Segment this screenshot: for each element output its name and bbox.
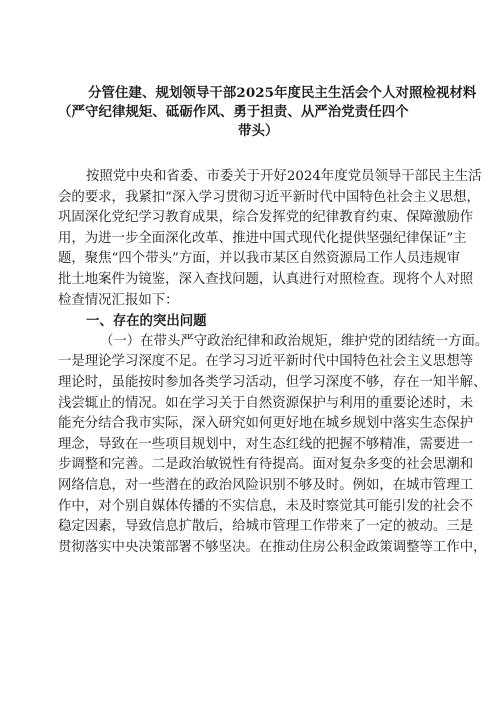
title-line-3: 带头） <box>238 123 279 139</box>
section-line: 网络信息，对一些潜在的政治风险识别不够及时。例如，在城市管理工 <box>58 477 474 493</box>
intro-line: 用，为进一步全面深化改革、推进中国式现代化提供坚强纪律保证”主 <box>58 230 467 246</box>
section-line: 浅尝辄止的情况。如在学习关于自然资源保护与利用的重要论述时，未 <box>58 395 474 411</box>
section-line: 稳定因素，导致信息扩散后，给城市管理工作带来了一定的被动。三是 <box>58 519 474 535</box>
intro-line: 按照党中央和省委、市委关于开好2024年度党员领导干部民主生活 <box>86 169 482 184</box>
section-line: 贯彻落实中央决策部署不够坚决。在推动住房公积金政策调整等工作中， <box>58 539 487 555</box>
section-heading: 一、存在的突出问题 <box>86 313 207 330</box>
section-line: 理论时，虽能按时参加各类学习活动，但学习深度不够，存在一知半解、 <box>58 374 487 390</box>
section-paragraph <box>58 332 489 559</box>
intro-paragraph <box>58 167 482 311</box>
title-line-2: （严守纪律规矩、砥砺作风、勇于担责、从严治党责任四个 <box>58 104 409 120</box>
intro-line: 巩固深化党纪学习教育成果，综合发挥党的纪律教育约束、保障激励作 <box>58 210 474 226</box>
intro-line: 检查情况汇报如下： <box>58 292 179 308</box>
section-line: （一）在带头严守政治纪律和政治规矩，维护党的团结统一方面。 <box>100 333 489 349</box>
intro-line: 批土地案件为镜鉴，深入查找问题，认真进行对照检查。现将个人对照 <box>58 271 474 287</box>
section-line: 一是理论学习深度不足。在学习习近平新时代中国特色社会主义思想等 <box>58 354 474 370</box>
section-line: 步调整和完善。二是政治敏锐性有待提高。面对复杂多变的社会思潮和 <box>58 457 474 473</box>
section-line: 能充分结合我市实际，深入研究如何更好地在城乡规划中落实生态保护 <box>58 416 474 432</box>
title-spacer <box>58 141 450 167</box>
intro-line: 会的要求，我紧扣“深入学习贯彻习近平新时代中国特色社会主义思想， <box>58 189 480 205</box>
section-line: 作中，对个别自媒体传播的不实信息，未及时察觉其可能引发的社会不 <box>58 498 474 514</box>
title-line-1: 分管住建、规划领导干部2025年度民主生活会个人对照检视材料 <box>88 85 477 101</box>
document-title <box>58 84 477 141</box>
intro-line: 题，聚焦“四个带头”方面，并以我市某区自然资源局工作人员违规审 <box>58 251 461 267</box>
section-line: 理念，导致在一些项目规划中，对生态红线的把握不够精准，需要进一 <box>58 436 474 452</box>
